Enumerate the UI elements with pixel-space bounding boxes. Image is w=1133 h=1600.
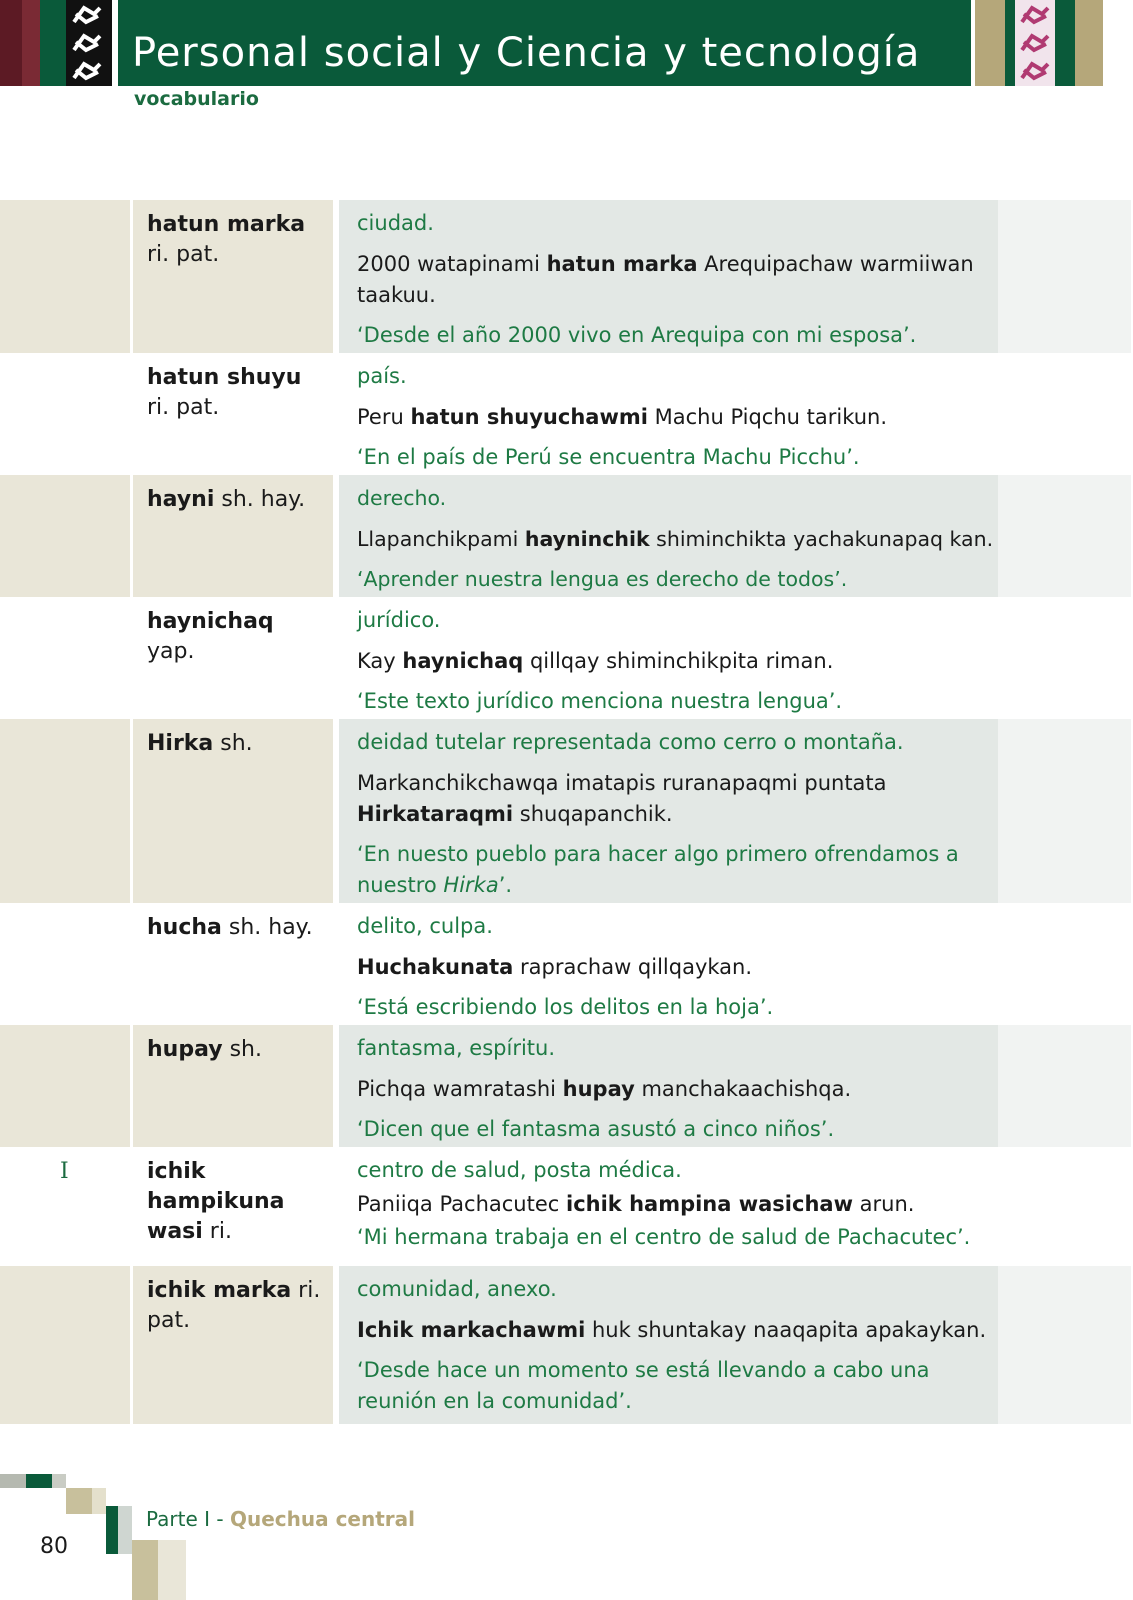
entry-translation: ‘Este texto jurídico menciona nuestra lengua’. (357, 689, 843, 713)
vocab-entry (0, 353, 1133, 475)
entry-term (147, 363, 327, 423)
entry-example: 2000 watapinami hatun marka Arequipachaw warmiiwan taakuu. (357, 252, 974, 307)
entry-term (147, 210, 327, 270)
term-word: hatun shuyu (147, 365, 302, 390)
term-grammar: sh. hay. (221, 915, 313, 940)
entry-term (147, 913, 327, 943)
entry-meaning: derecho. (357, 486, 447, 510)
entry-meaning: ciudad. (357, 211, 434, 235)
entry-definition (357, 361, 997, 473)
header-stripe (40, 0, 66, 86)
entry-meaning: jurídico. (357, 608, 441, 632)
term-word: Hirka (147, 731, 214, 756)
term-grammar: sh. (213, 731, 253, 756)
entry-definition (357, 911, 997, 1023)
header-stripe (1055, 0, 1075, 86)
entry-example: Kay haynichaq qillqay shiminchikpita riman. (357, 649, 834, 673)
andean-motif-icon (1018, 32, 1052, 54)
term-word: hucha (147, 915, 222, 940)
header-stripe (975, 0, 1005, 86)
vocab-entry (0, 475, 1133, 597)
entry-translation: ‘Aprender nuestra lengua es derecho de todos’. (357, 567, 848, 591)
entry-example: Peru hatun shuyuchawmi Machu Piqchu tarikun. (357, 405, 888, 429)
entry-example: Paniiqa Pachacutec ichik hampina wasichaw arun. (357, 1192, 915, 1216)
footer-part-label (146, 1507, 415, 1531)
entry-example: Llapanchikpami hayninchik shiminchikta yachakunapaq kan. (357, 527, 994, 551)
entry-example: Pichqa wamratashi hupay manchakaachishqa. (357, 1077, 852, 1101)
entry-example: Markanchikchawqa imatapis ruranapaqmi puntata Hirkataraqmi shuqapanchik. (357, 771, 887, 826)
andean-motif-icon (70, 4, 104, 26)
footer-language: Quechua central (229, 1507, 416, 1531)
header-stripe (1005, 0, 1015, 86)
header-stripe (1103, 0, 1133, 86)
term-grammar: ri. (202, 1219, 232, 1244)
entry-translation: ‘Mi hermana trabaja en el centro de salud de Pachacutec’. (357, 1225, 971, 1249)
entry-term (147, 1035, 327, 1065)
entry-definition (357, 1155, 997, 1252)
term-word: haynichaq (147, 609, 274, 634)
entry-definition (357, 1274, 997, 1417)
andean-motif-icon (1018, 60, 1052, 82)
vocab-entry (0, 1147, 1133, 1266)
entry-definition (357, 483, 1017, 595)
section-label: vocabulario (134, 88, 259, 110)
entry-example: Ichik markachawmi huk shuntakay naaqapita apakaykan. (357, 1318, 987, 1342)
page-header (0, 0, 1133, 86)
entry-translation: ‘Dicen que el fantasma asustó a cinco niños’. (357, 1117, 835, 1141)
term-grammar: ri. pat. (147, 242, 220, 267)
andean-motif-icon (1018, 4, 1052, 26)
vocab-entry (0, 1025, 1133, 1147)
vocabulary-table (0, 200, 1133, 1424)
entry-term (147, 1157, 327, 1247)
header-stripe (22, 0, 40, 86)
vocab-entry (0, 903, 1133, 1025)
entry-term (147, 485, 327, 515)
term-grammar: ri. pat. (147, 395, 220, 420)
term-grammar: sh. (222, 1037, 262, 1062)
vocab-entry (0, 200, 1133, 353)
header-pattern-panel (1015, 0, 1055, 86)
page-number: 80 (40, 1534, 68, 1559)
entry-meaning: delito, culpa. (357, 914, 493, 938)
entry-definition (357, 1033, 997, 1145)
entry-definition (357, 605, 997, 717)
term-grammar: sh. hay. (214, 487, 306, 512)
entry-translation: ‘Está escribiendo los delitos en la hoja’. (357, 995, 774, 1019)
entry-definition (357, 208, 997, 351)
entry-meaning: fantasma, espíritu. (357, 1036, 556, 1060)
vocab-entry (0, 1266, 1133, 1424)
entry-translation: ‘Desde hace un momento se está llevando a cabo una reunión en la comunidad’. (357, 1358, 930, 1413)
entry-translation: ‘En el país de Perú se encuentra Machu Picchu’. (357, 445, 860, 469)
entry-meaning: deidad tutelar representada como cerro o montaña. (357, 730, 904, 754)
term-word: hatun marka (147, 212, 306, 237)
term-word: hupay (147, 1037, 223, 1062)
term-word: hayni (147, 487, 215, 512)
term-grammar: yap. (147, 639, 195, 664)
entry-term (147, 729, 327, 759)
page-title: Personal social y Ciencia y tecnología (132, 30, 921, 76)
entry-term (147, 1276, 327, 1336)
footer-part: Parte I - (146, 1507, 230, 1531)
term-word: ichik marka (147, 1278, 292, 1303)
letter-marker: I (60, 1159, 69, 1184)
andean-motif-icon (70, 60, 104, 82)
entry-meaning: país. (357, 364, 407, 388)
entry-meaning: centro de salud, posta médica. (357, 1158, 682, 1182)
entry-translation: ‘En nuesto pueblo para hacer algo primero ofrendamos a nuestro Hirka’. (357, 842, 959, 897)
entry-translation: ‘Desde el año 2000 vivo en Arequipa con mi esposa’. (357, 323, 917, 347)
entry-term (147, 607, 327, 667)
term-word: ichik hampikuna wasi (147, 1159, 285, 1244)
entry-meaning: comunidad, anexo. (357, 1277, 557, 1301)
term-grammar: ri. pat. (147, 1278, 321, 1333)
entry-definition (357, 727, 997, 901)
andean-motif-icon (70, 32, 104, 54)
vocab-entry (0, 597, 1133, 719)
entry-example: Huchakunata raprachaw qillqaykan. (357, 955, 753, 979)
header-pattern-panel (66, 0, 112, 86)
header-stripe (1075, 0, 1103, 86)
vocab-entry (0, 719, 1133, 903)
header-stripe (0, 0, 22, 86)
